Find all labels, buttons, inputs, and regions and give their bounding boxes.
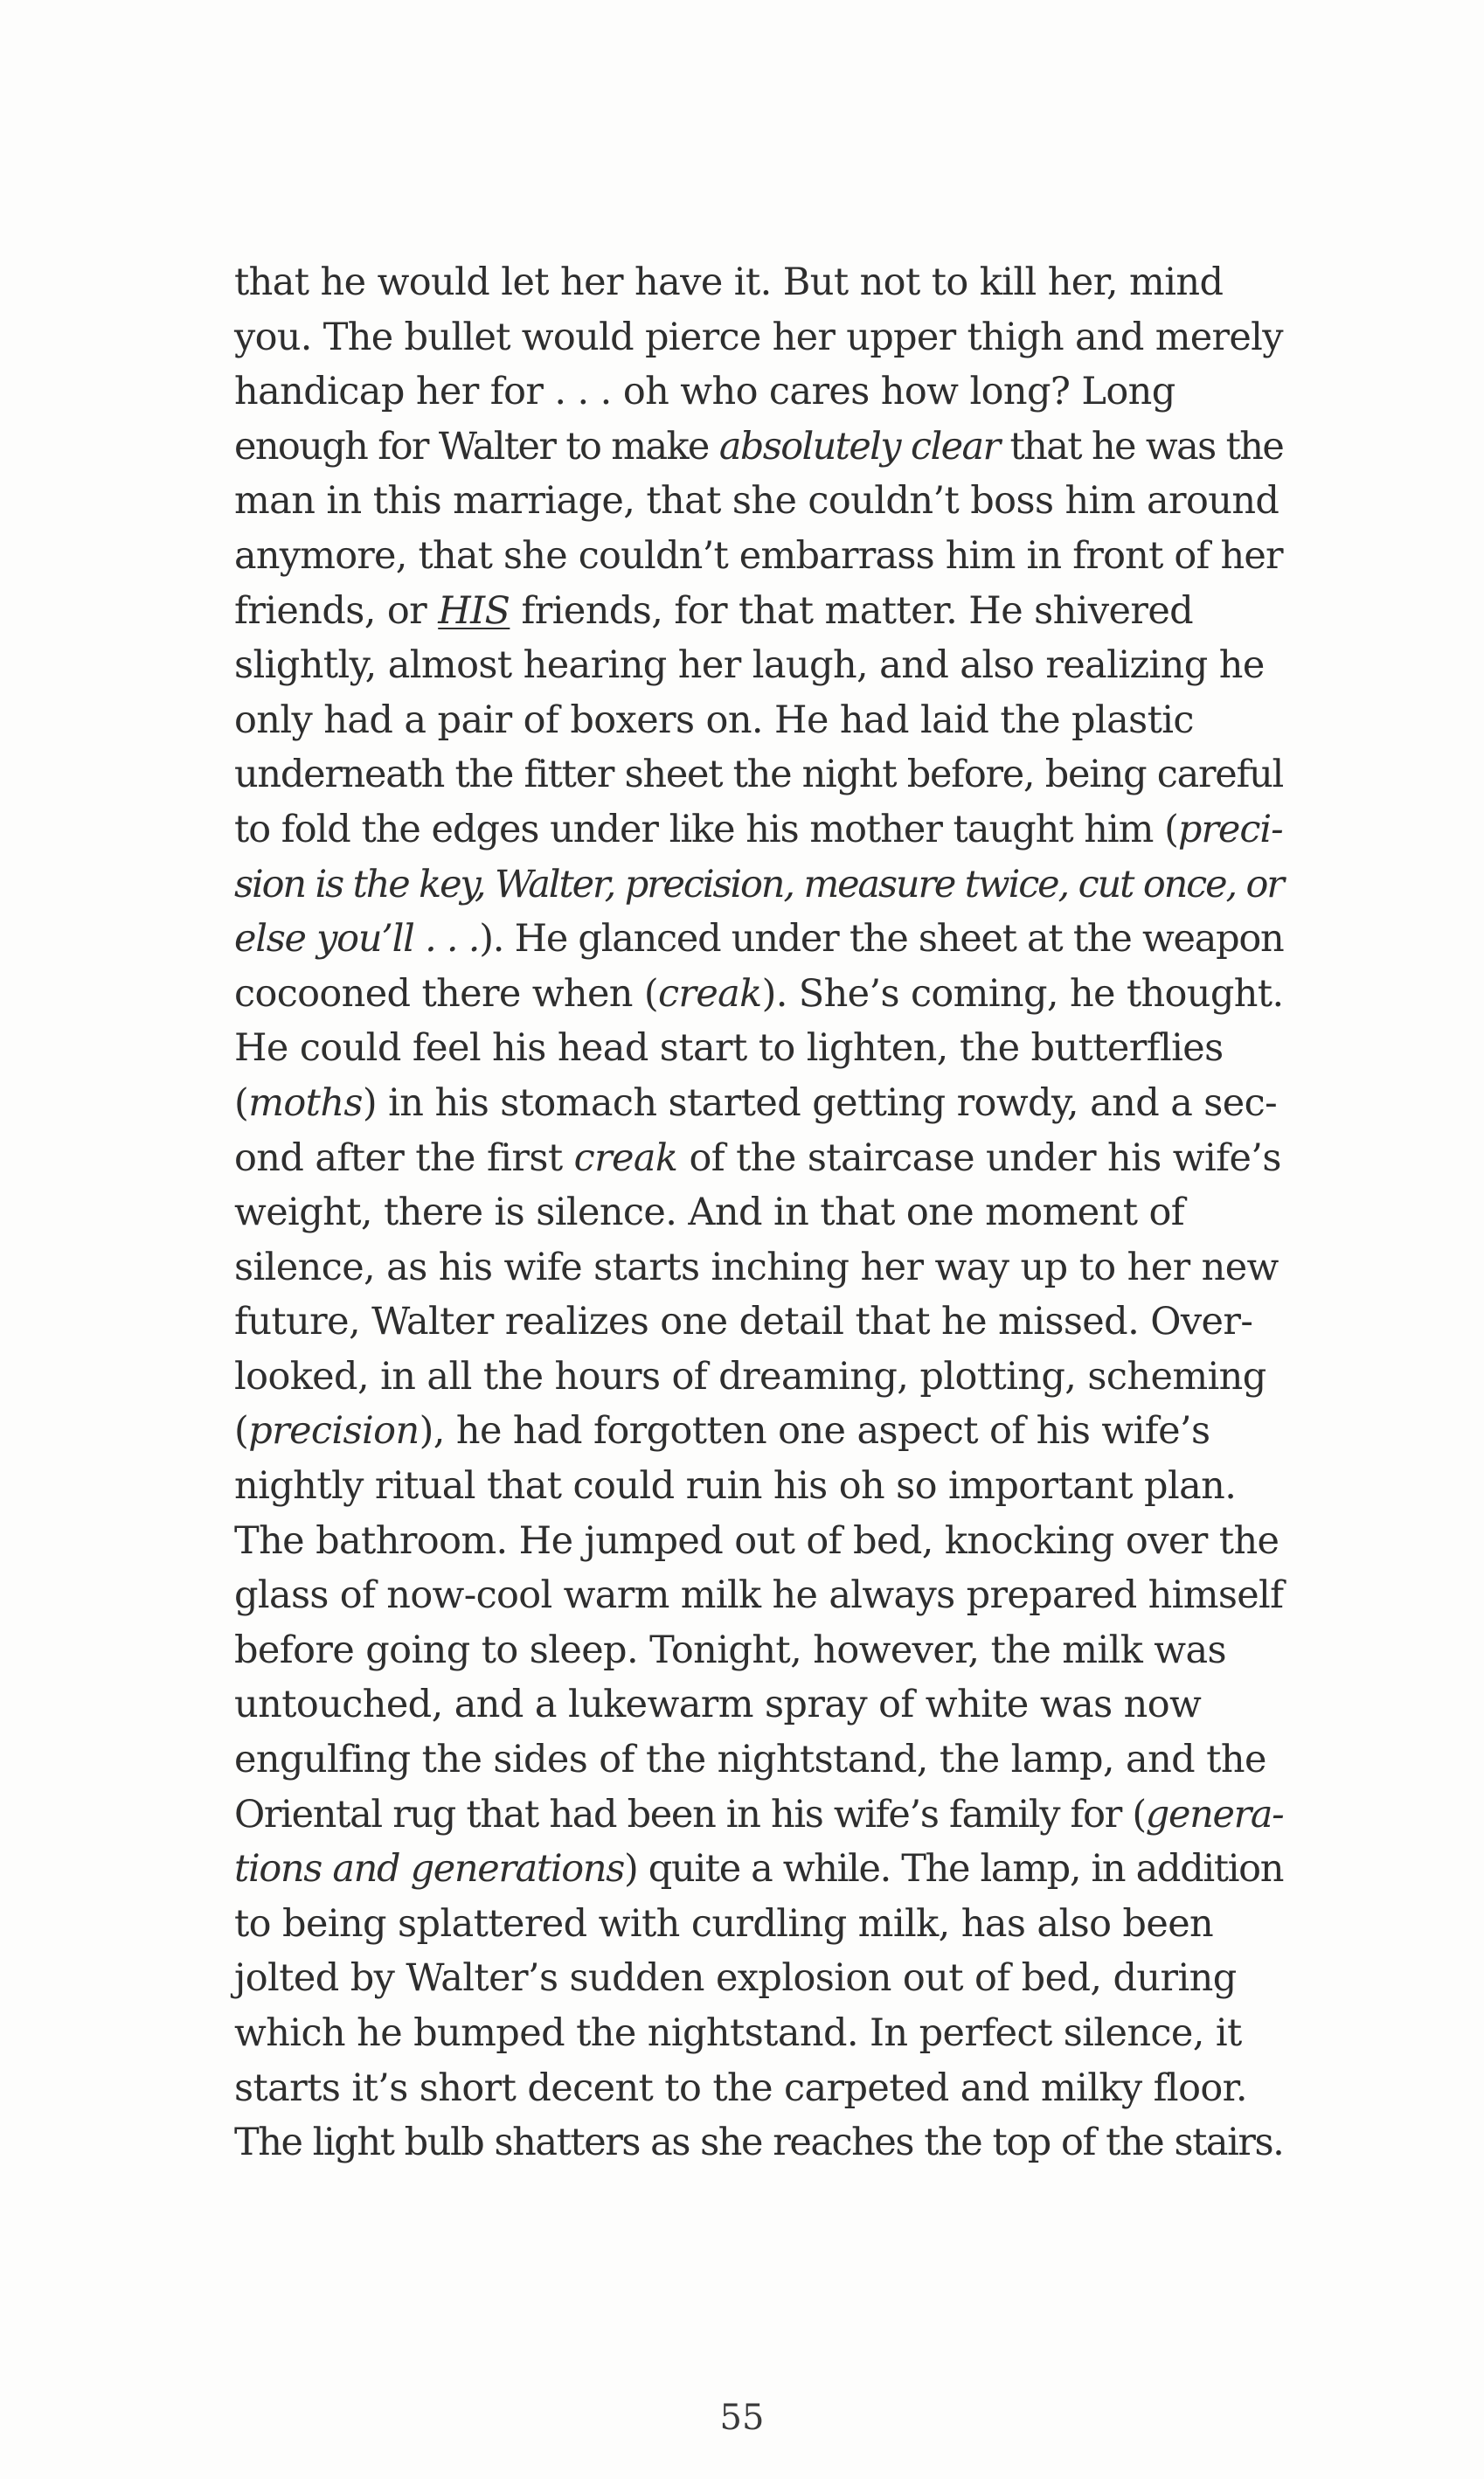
text-segment: glass of now-cool warm milk he always prepared himself: [234, 1573, 1284, 1618]
text-segment: underneath the fitter sheet the night before, being careful: [234, 753, 1284, 797]
italic-text: genera-: [1145, 1792, 1284, 1837]
text-segment: that he would let her have it. But not to kill her, mind: [234, 260, 1224, 304]
text-segment: ). He glanced under the sheet at the weapon: [479, 917, 1284, 962]
text-segment: Oriental rug that had been in his wife’s family for (: [234, 1792, 1146, 1837]
text-line: [234, 638, 1283, 693]
text-segment: friends, for that matter. He shivered: [510, 588, 1194, 633]
text-line: [234, 1568, 1283, 1623]
text-line: [234, 1350, 1283, 1405]
text-line: [234, 912, 1283, 967]
italic-text: tions and generations: [234, 1847, 624, 1892]
italic-text: sion is the key, Walter, precision, measure twice, cut once, or: [234, 862, 1283, 906]
text-segment: The light bulb shatters as she reaches the top of the stairs.: [234, 2121, 1284, 2165]
text-line: [234, 1842, 1283, 1897]
underlined-italic-text: HIS: [438, 588, 510, 633]
text-line: [234, 474, 1283, 529]
text-segment: looked, in all the hours of dreaming, plotting, scheming: [234, 1354, 1266, 1399]
text-segment: jolted by Walter’s sudden explosion out of bed, during: [234, 1956, 1237, 2001]
text-segment: that he was the: [999, 424, 1284, 469]
text-segment: nightly ritual that could ruin his oh so important plan.: [234, 1464, 1237, 1509]
text-segment: weight, there is silence. And in that one moment of: [234, 1191, 1185, 1235]
text-line: [234, 1951, 1283, 2006]
text-segment: ) in his stomach started getting rowdy, and a sec-: [362, 1080, 1278, 1125]
text-segment: before going to sleep. Tonight, however, the milk was: [234, 1628, 1226, 1672]
text-segment: man in this marriage, that she couldn’t boss him around: [234, 479, 1279, 524]
text-line: [234, 1131, 1283, 1186]
text-segment: anymore, that she couldn’t embarrass him in front of her: [234, 533, 1283, 578]
text-line: [234, 802, 1283, 858]
text-segment: to being splattered with curdling milk, has also been: [234, 1901, 1214, 1946]
text-segment: untouched, and a lukewarm spray of white was now: [234, 1683, 1202, 1727]
page-number: 55: [719, 2398, 765, 2438]
text-segment: ) quite a while. The lamp, in addition: [623, 1847, 1284, 1892]
text-line: [234, 693, 1283, 748]
text-segment: cocooned there when (: [234, 971, 658, 1016]
text-line: [234, 2006, 1283, 2061]
text-line: [234, 747, 1283, 802]
text-segment: ond after the first: [234, 1135, 574, 1180]
text-line: [234, 310, 1283, 365]
text-segment: engulfing the sides of the nightstand, the lamp, and the: [234, 1738, 1266, 1782]
italic-text: moths: [248, 1080, 363, 1125]
text-line: [234, 1677, 1283, 1733]
text-segment: which he bumped the nightstand. In perfect silence, it: [234, 2011, 1242, 2055]
text-segment: slightly, almost hearing her laugh, and also realizing he: [234, 643, 1265, 688]
italic-text: absolutely clear: [718, 424, 1000, 469]
text-line: [234, 858, 1283, 913]
text-segment: of the staircase under his wife’s: [677, 1135, 1281, 1180]
text-line: [234, 1295, 1283, 1350]
italic-text: else you’ll . . .: [234, 917, 480, 962]
text-line: [234, 1897, 1283, 1952]
italic-text: creak: [573, 1135, 678, 1180]
text-line: [234, 967, 1283, 1022]
text-line: [234, 584, 1283, 639]
text-line: [234, 365, 1283, 420]
italic-text: precision: [248, 1409, 420, 1454]
text-segment: future, Walter realizes one detail that he missed. Over-: [234, 1300, 1253, 1344]
text-segment: enough for Walter to make: [234, 424, 719, 469]
text-line: [234, 2115, 1283, 2170]
text-line: [234, 1404, 1283, 1459]
text-segment: starts it’s short decent to the carpeted and milky floor.: [234, 2066, 1247, 2110]
text-segment: you. The bullet would pierce her upper thigh and merely: [234, 315, 1283, 359]
text-segment: to fold the edges under like his mother taught him (: [234, 807, 1178, 851]
text-line: [234, 529, 1283, 584]
text-line: [234, 1623, 1283, 1678]
text-line: [234, 255, 1283, 310]
text-segment: silence, as his wife starts inching her way up to her new: [234, 1245, 1279, 1289]
text-line: [234, 1240, 1283, 1295]
text-line: [234, 1076, 1283, 1131]
text-line: [234, 1459, 1283, 1514]
text-segment: ), he had forgotten one aspect of his wife’s: [419, 1409, 1210, 1454]
text-line: [234, 2061, 1283, 2116]
text-line: [234, 1185, 1283, 1240]
text-segment: He could feel his head start to lighten, the butterflies: [234, 1026, 1224, 1071]
text-segment: ). She’s coming, he thought.: [761, 971, 1284, 1016]
text-segment: (: [234, 1409, 249, 1454]
body-text: [234, 255, 1283, 2170]
text-line: [234, 1021, 1283, 1076]
text-line: [234, 1788, 1283, 1843]
text-segment: only had a pair of boxers on. He had laid the plastic: [234, 698, 1194, 742]
text-segment: (: [234, 1080, 249, 1125]
text-line: [234, 1733, 1283, 1788]
italic-text: preci-: [1177, 807, 1283, 851]
text-segment: handicap her for . . . oh who cares how long? Long: [234, 370, 1175, 414]
text-segment: The bathroom. He jumped out of bed, knocking over the: [234, 1518, 1279, 1563]
text-line: [234, 420, 1283, 475]
italic-text: creak: [657, 971, 762, 1016]
text-segment: friends, or: [234, 588, 439, 633]
text-line: [234, 1514, 1283, 1569]
